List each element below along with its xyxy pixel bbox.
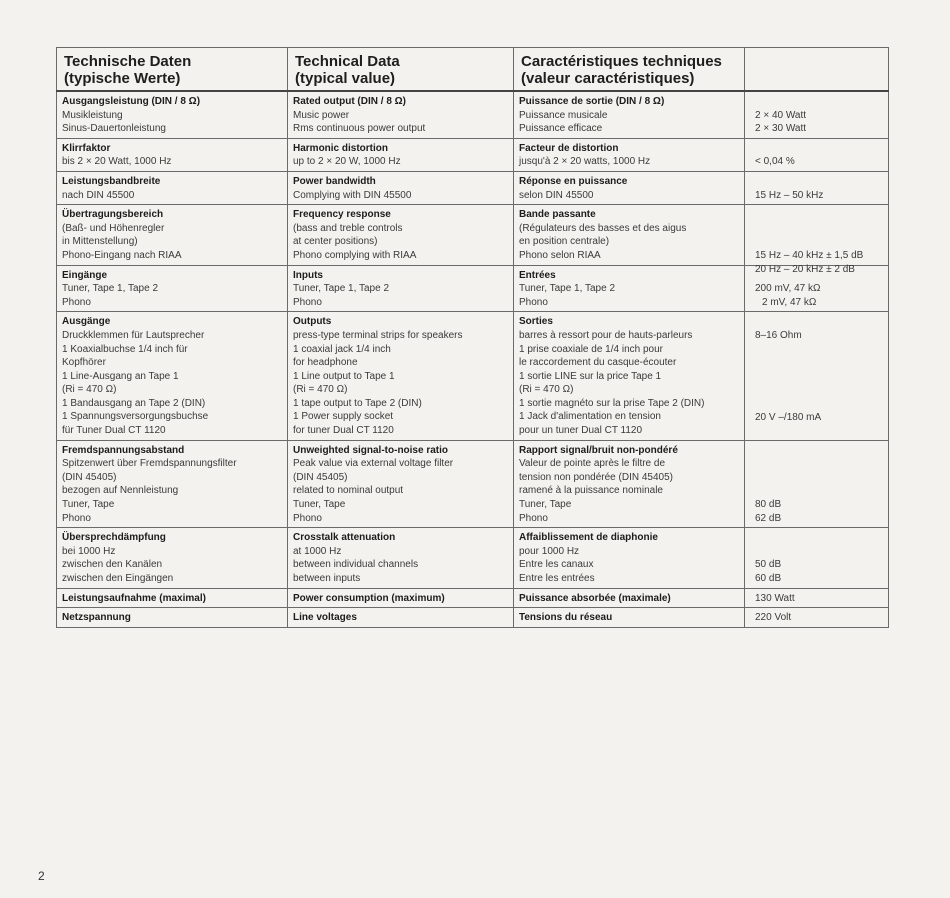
spec-cell-fr [514, 440, 745, 528]
spec-cell-de [57, 171, 288, 204]
spec-line-fr: barres à ressort pour de hauts-parleurs [519, 329, 693, 341]
spec-title-en: Crosstalk attenuation [293, 532, 396, 544]
spec-value-cell [745, 588, 889, 608]
spec-line-fr: ramené à la puissance nominale [519, 485, 663, 497]
spec-cell-en [288, 91, 514, 138]
spec-line-fr: (Ri = 470 Ω) [519, 384, 574, 396]
spec-title-fr: Sorties [519, 316, 553, 328]
header-de-subtitle: (typische Werte) [64, 70, 181, 87]
spec-line-en: Phono complying with RIAA [293, 249, 417, 261]
spec-line-fr: Puissance efficace [519, 123, 603, 135]
spec-row [57, 312, 889, 440]
header-en-subtitle: (typical value) [295, 70, 396, 87]
spec-line-fr: 1 Jack d'alimentation en tension [519, 411, 661, 423]
spec-line-fr: (Régulateurs des basses et des aigus [519, 222, 687, 234]
spec-value: 50 dB [755, 559, 782, 571]
spec-line-en: 1 tape output to Tape 2 (DIN) [293, 397, 422, 409]
spec-cell-fr [514, 588, 745, 608]
spec-title-de: Ausgangsleistung (DIN / 8 Ω) [62, 96, 201, 107]
spec-value: 20 V –/180 mA [755, 411, 822, 423]
spec-cell-en [288, 205, 514, 265]
spec-line-en: 1 Power supply socket [293, 411, 394, 423]
spec-line-de: bis 2 × 20 Watt, 1000 Hz [62, 156, 172, 168]
spec-title-fr: Rapport signal/bruit non-pondéré [519, 444, 678, 456]
spec-cell-de [57, 91, 288, 138]
spec-title-de: Klirrfaktor [62, 142, 111, 154]
spec-value-cell [745, 440, 889, 528]
spec-line-fr: 1 sortie LINE sur la price Tape 1 [519, 370, 662, 382]
spec-title-fr: Affaiblissement de diaphonie [519, 532, 658, 544]
spec-cell-fr [514, 312, 745, 440]
spec-row [57, 91, 889, 138]
spec-line-en: Tuner, Tape 1, Tape 2 [293, 283, 390, 295]
header-fr-subtitle: (valeur caractéristiques) [521, 70, 695, 87]
spec-line-de: Phono [62, 296, 91, 308]
spec-line-en: between inputs [293, 573, 361, 584]
spec-cell-de [57, 608, 288, 628]
spec-line-fr: Phono [519, 512, 548, 524]
spec-value: 62 dB [755, 512, 782, 524]
spec-table [56, 47, 889, 628]
spec-value: < 0,04 % [755, 156, 795, 168]
spec-value: 2 × 40 Watt [755, 109, 807, 121]
spec-line-fr: pour un tuner Dual CT 1120 [519, 425, 643, 437]
spec-title-de: Leistungsaufnahme (maximal) [62, 592, 206, 604]
spec-title-de: Fremdspannungsabstand [62, 444, 185, 456]
spec-line-fr: pour 1000 Hz [519, 545, 580, 557]
spec-cell-de [57, 440, 288, 528]
spec-line-en: Phono [293, 512, 322, 524]
spec-cell-de [57, 588, 288, 608]
spec-cell-en [288, 265, 514, 312]
spec-value: 8–16 Ohm [755, 329, 802, 341]
spec-title-en: Inputs [293, 269, 323, 281]
spec-line-de: (DIN 45405) [62, 471, 117, 483]
spec-line-fr: Tuner, Tape 1, Tape 2 [519, 283, 616, 295]
spec-title-en: Power bandwidth [293, 175, 376, 187]
spec-line-fr: en position centrale) [519, 236, 610, 248]
spec-value-cell [745, 171, 889, 204]
spec-line-en: 1 Line output to Tape 1 [293, 370, 395, 382]
spec-cell-fr [514, 608, 745, 628]
spec-row [57, 440, 889, 528]
spec-line-en: for tuner Dual CT 1120 [293, 425, 394, 437]
spec-line-en: related to nominal output [293, 485, 404, 497]
spec-row [57, 138, 889, 171]
header-fr-title: Caractéristiques techniques [521, 53, 722, 70]
spec-value: 80 dB [755, 499, 782, 511]
spec-line-fr: jusqu'à 2 × 20 watts, 1000 Hz [519, 156, 651, 168]
spec-title-de: Ausgänge [62, 316, 111, 328]
spec-value: 2 mV, 47 kΩ [762, 296, 817, 308]
spec-title-fr: Réponse en puissance [519, 175, 628, 187]
spec-cell-fr [514, 205, 745, 265]
spec-line-fr: tension non pondérée (DIN 45405) [519, 471, 673, 483]
spec-line-de: Tuner, Tape 1, Tape 2 [62, 283, 159, 295]
spec-line-en: Rms continuous power output [293, 123, 426, 135]
spec-title-de: Übertragungsbereich [62, 209, 164, 221]
spec-title-fr: Puissance de sortie (DIN / 8 Ω) [519, 96, 665, 107]
header-en [288, 48, 514, 92]
header-de [57, 48, 288, 92]
spec-value: 220 Volt [755, 612, 792, 624]
spec-title-en: Rated output (DIN / 8 Ω) [293, 96, 407, 107]
spec-line-de: Sinus-Dauertonleistung [62, 123, 166, 135]
spec-line-en: Music power [293, 109, 350, 121]
spec-cell-fr [514, 265, 745, 312]
spec-value: 15 Hz – 40 kHz ± 1,5 dB [755, 249, 864, 261]
spec-line-fr: 1 prise coaxiale de 1/4 inch pour [519, 343, 663, 355]
spec-cell-fr [514, 138, 745, 171]
spec-title-en: Power consumption (maximum) [293, 592, 445, 604]
spec-cell-en [288, 588, 514, 608]
spec-cell-en [288, 528, 514, 588]
spec-title-en: Outputs [293, 316, 332, 328]
spec-line-fr: Phono selon RIAA [519, 249, 601, 261]
spec-title-fr: Bande passante [519, 209, 596, 221]
spec-line-fr: selon DIN 45500 [519, 189, 594, 201]
spec-cell-de [57, 205, 288, 265]
spec-title-fr: Tensions du réseau [519, 612, 613, 624]
header-de-title: Technische Daten [64, 53, 192, 70]
spec-line-en: (DIN 45405) [293, 471, 348, 483]
spec-line-fr: Entre les canaux [519, 559, 594, 571]
spec-line-de: bei 1000 Hz [62, 545, 116, 557]
spec-line-de: bezogen auf Nennleistung [62, 485, 179, 497]
spec-cell-en [288, 608, 514, 628]
spec-line-de: Musikleistung [62, 109, 123, 121]
spec-line-fr: Valeur de pointe après le filtre de [519, 458, 666, 470]
spec-line-fr: Entre les entrées [519, 573, 595, 584]
header-en-title: Technical Data [295, 53, 400, 70]
spec-line-de: 1 Bandausgang an Tape 2 (DIN) [62, 397, 206, 409]
spec-cell-fr [514, 171, 745, 204]
spec-line-en: for headphone [293, 357, 358, 369]
spec-line-de: Druckklemmen für Lautsprecher [62, 329, 205, 341]
spec-line-en: between individual channels [293, 559, 419, 571]
spec-title-de: Eingänge [62, 269, 108, 281]
spec-row [57, 528, 889, 588]
spec-line-en: Tuner, Tape [293, 499, 346, 511]
spec-value: 15 Hz – 50 kHz [755, 189, 824, 201]
spec-value-cell [745, 312, 889, 440]
spec-cell-de [57, 312, 288, 440]
spec-line-en: (Ri = 470 Ω) [293, 384, 348, 396]
spec-value-cell [745, 265, 889, 312]
spec-value-cell [745, 91, 889, 138]
spec-row [57, 265, 889, 312]
spec-cell-de [57, 265, 288, 312]
spec-line-en: at 1000 Hz [293, 545, 342, 557]
spec-line-de: in Mittenstellung) [62, 236, 138, 248]
header-fr [514, 48, 745, 92]
spec-title-fr: Puissance absorbée (maximale) [519, 592, 671, 604]
spec-line-en: Complying with DIN 45500 [293, 189, 412, 201]
spec-title-en: Frequency response [293, 209, 391, 221]
spec-line-en: (bass and treble controls [293, 222, 403, 234]
spec-line-fr: Phono [519, 296, 548, 308]
spec-line-fr: Tuner, Tape [519, 499, 572, 511]
spec-line-de: 1 Line-Ausgang an Tape 1 [62, 370, 179, 382]
spec-cell-fr [514, 91, 745, 138]
spec-line-de: Spitzenwert über Fremdspannungsfilter [62, 458, 237, 470]
spec-value: 130 Watt [755, 592, 795, 604]
spec-title-en: Line voltages [293, 612, 357, 624]
spec-value: 2 × 30 Watt [755, 123, 807, 135]
spec-table-body [57, 48, 889, 628]
spec-cell-de [57, 528, 288, 588]
spec-cell-fr [514, 528, 745, 588]
spec-line-en: at center positions) [293, 236, 378, 248]
spec-value-cell [745, 138, 889, 171]
spec-line-de: 1 Spannungsversorgungsbuchse [62, 411, 209, 423]
spec-title-en: Harmonic distortion [293, 142, 389, 154]
spec-title-de: Netzspannung [62, 612, 131, 624]
spec-line-de: für Tuner Dual CT 1120 [62, 425, 166, 437]
spec-line-de: Kopfhörer [62, 357, 106, 369]
spec-line-de: 1 Koaxialbuchse 1/4 inch für [62, 343, 188, 355]
spec-line-de: Phono-Eingang nach RIAA [62, 249, 182, 261]
spec-line-en: Phono [293, 296, 322, 308]
spec-line-fr: Puissance musicale [519, 109, 608, 121]
header-row [57, 48, 889, 92]
spec-value-cell [745, 205, 889, 275]
spec-line-de: zwischen den Eingängen [62, 573, 174, 584]
spec-line-en: Peak value via external voltage filter [293, 458, 454, 470]
spec-title-en: Unweighted signal-to-noise ratio [293, 444, 449, 456]
spec-row [57, 588, 889, 608]
spec-line-de: Phono [62, 512, 91, 524]
spec-line-en: 1 coaxial jack 1/4 inch [293, 343, 391, 355]
spec-title-de: Leistungsbandbreite [62, 175, 161, 187]
spec-value: 200 mV, 47 kΩ [755, 283, 821, 295]
spec-cell-de [57, 138, 288, 171]
spec-cell-en [288, 138, 514, 171]
spec-cell-en [288, 440, 514, 528]
spec-line-en: up to 2 × 20 W, 1000 Hz [293, 156, 401, 168]
spec-title-fr: Entrées [519, 269, 556, 281]
spec-cell-en [288, 171, 514, 204]
spec-cell-en [288, 312, 514, 440]
spec-value-cell [745, 528, 889, 588]
spec-line-de: zwischen den Kanälen [62, 559, 163, 571]
spec-row [57, 608, 889, 628]
page-number: 2 [38, 869, 45, 883]
spec-title-de: Übersprechdämpfung [62, 532, 166, 544]
spec-title-fr: Facteur de distortion [519, 142, 619, 154]
spec-line-en: press-type terminal strips for speakers [293, 329, 463, 341]
spec-value-cell [745, 608, 889, 628]
spec-line-fr: le raccordement du casque-écouter [519, 357, 677, 369]
spec-row [57, 171, 889, 204]
spec-line-de: nach DIN 45500 [62, 189, 135, 201]
spec-line-de: (Ri = 470 Ω) [62, 384, 117, 396]
spec-line-fr: 1 sortie magnéto sur la prise Tape 2 (DIN) [519, 397, 705, 409]
spec-row [57, 205, 889, 265]
spec-line-de: Tuner, Tape [62, 499, 115, 511]
spec-value: 20 Hz – 20 kHz ± 2 dB [755, 263, 855, 275]
spec-value: 60 dB [755, 573, 782, 585]
header-values [745, 48, 889, 92]
spec-line-de: (Baß- und Höhenregler [62, 222, 165, 234]
